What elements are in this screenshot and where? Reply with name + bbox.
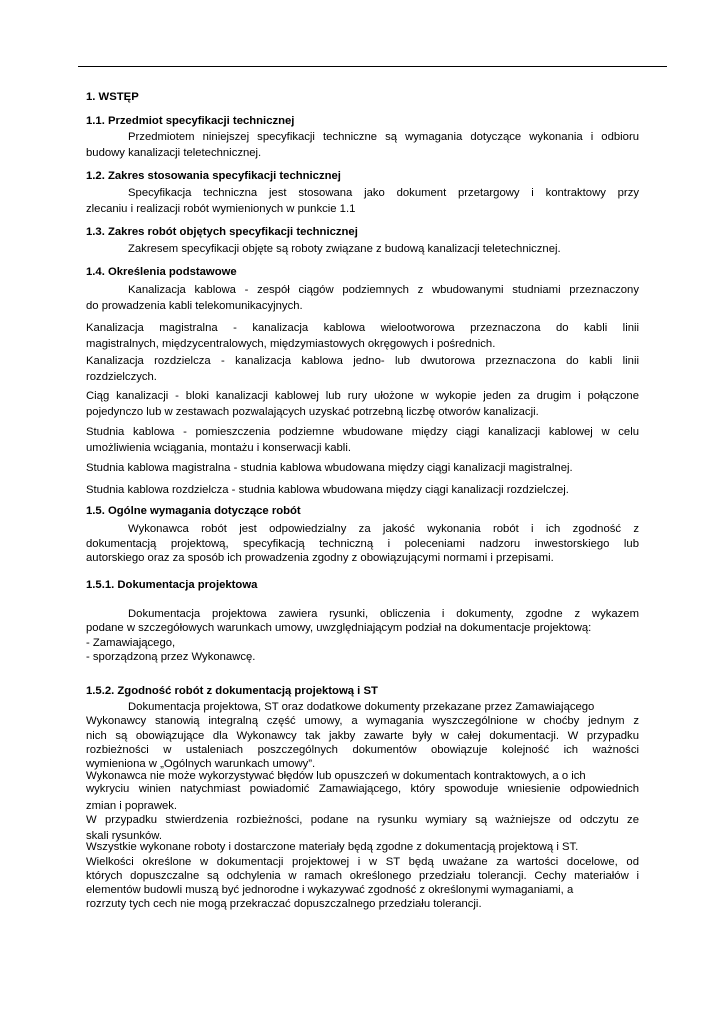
heading-1-1: 1.1. Przedmiot specyfikacji technicznej [86,115,295,127]
list-item: - Zamawiającego, [86,637,176,649]
definition-line: pojedynczo lub w zestawach pozwalających uzyskać potrzebną liczbę otworów kanalizacji. [86,406,539,418]
paragraph-line: Wielkości określone w dokumentacji projektowej i w ST będą uważane za wartości docelowe, od [86,856,639,868]
paragraph-line: wymieniona w „Ogólnych warunkach umowy”. [86,758,316,770]
paragraph-line: Wykonawca nie może wykorzystywać błędów lub opuszczeń w dokumentach kontraktowych, a o ich [86,770,586,782]
paragraph-line: Dokumentacja projektowa zawiera rysunki, obliczenia i dokumenty, zgodne z wykazem [128,608,639,620]
heading-1-5-1: 1.5.1. Dokumentacja projektowa [86,579,258,591]
paragraph-line: zlecaniu i realizacji robót wymienionych w punkcie 1.1 [86,203,356,215]
paragraph-line: Wykonawcy stanowią integralną część umowy, a wymagania wyszczególnione w choćby jednym z [86,715,639,727]
heading-1-3: 1.3. Zakres robót objętych specyfikacji technicznej [86,226,358,238]
definition-line: do prowadzenia kabli telekomunikacyjnych. [86,300,303,312]
heading-1-2: 1.2. Zakres stosowania specyfikacji technicznej [86,170,341,182]
definition-line: Studnia kablowa magistralna - studnia kablowa wbudowana między ciągi kanalizacji magistralnej. [86,462,573,474]
heading-1-5-2: 1.5.2. Zgodność robót z dokumentacją projektową i ST [86,685,378,697]
heading-1-4: 1.4. Określenia podstawowe [86,266,237,278]
paragraph-line: wykryciu winien natychmiast powiadomić Zamawiającego, który spowoduje wniesienie odpowiednich [86,783,639,795]
paragraph-line: nich są obowiązujące dla Wykonawcy tak jakby zawarte były w całej dokumentacji. W przypadku [86,730,639,742]
paragraph-line: Zakresem specyfikacji objęte są roboty związane z budową kanalizacji teletechnicznej. [128,243,561,255]
paragraph-line: Przedmiotem niniejszej specyfikacji techniczne są wymagania dotyczące wykonania i odbioru [128,131,639,143]
definition-line: Ciąg kanalizacji - bloki kanalizacji kablowej lub rury ułożone w wykopie jeden za drugim i połączone [86,390,639,402]
paragraph-line: skali rysunków. [86,830,162,842]
paragraph-line: Specyfikacja techniczna jest stosowana jako dokument przetargowy i kontraktowy przy [128,187,639,199]
paragraph-line: rozrzuty tych cech nie mogą przekraczać dopuszczalnego przedziału tolerancji. [86,898,482,910]
paragraph-line: Wykonawca robót jest odpowiedzialny za jakość wykonania robót i ich zgodność z [128,523,639,535]
header-rule [78,66,667,67]
definition-line: Kanalizacja kablowa - zespół ciągów podziemnych z wbudowanymi studniami przeznaczony [128,284,639,296]
definition-line: umożliwienia wciągania, montażu i konserwacji kabli. [86,442,351,454]
definition-line: Studnia kablowa - pomieszczenia podziemne wbudowane między ciągi kanalizacji kablowej w celu [86,426,639,438]
paragraph-line: Dokumentacja projektowa, ST oraz dodatkowe dokumenty przekazane przez Zamawiającego [128,701,595,713]
paragraph-line: budowy kanalizacji teletechnicznej. [86,147,262,159]
definition-line: rozdzielczych. [86,371,157,383]
definition-line: Kanalizacja rozdzielcza - kanalizacja kablowa jedno- lub dwutorowa przeznaczona do kabli linii [86,355,639,367]
list-item: - sporządzoną przez Wykonawcę. [86,651,256,663]
paragraph-line: Wszystkie wykonane roboty i dostarczone materiały będą zgodne z dokumentacją projektową i ST. [86,841,579,853]
heading-1: 1. WSTĘP [86,91,139,103]
paragraph-line: których dopuszczalne są odchylenia w ramach określonego przedziału tolerancji. Cechy materiałów i [86,870,639,882]
paragraph-line: zmian i poprawek. [86,800,178,812]
definition-line: Studnia kablowa rozdzielcza - studnia kablowa wbudowana między ciągi kanalizacji rozdzielczej. [86,484,569,496]
definition-line: Kanalizacja magistralna - kanalizacja kablowa wielootworowa przeznaczona do kabli linii [86,322,639,334]
heading-1-5: 1.5. Ogólne wymagania dotyczące robót [86,505,301,517]
paragraph-line: podane w szczegółowych warunkach umowy, uwzględniającym podział na dokumentacje projektową: [86,622,592,634]
paragraph-line: rozbieżności w ustaleniach poszczególnych dokumentów obowiązuje kolejność ich ważności [86,744,639,756]
paragraph-line: elementów budowli muszą być jednorodne i wykazywać zgodność z określonymi wymaganiami, a [86,884,574,896]
paragraph-line: W przypadku stwierdzenia rozbieżności, podane na rysunku wymiary są ważniejsze od odczytu ze [86,814,639,826]
paragraph-line: dokumentacją projektową, specyfikacją techniczną i poleceniami nadzoru inwestorskiego lub [86,538,639,550]
paragraph-line: autorskiego oraz za sposób ich prowadzenia zgodny z obowiązującymi normami i przepisami. [86,552,554,564]
definition-line: magistralnych, międzycentralowych, międzymiastowych okręgowych i pośrednich. [86,338,496,350]
